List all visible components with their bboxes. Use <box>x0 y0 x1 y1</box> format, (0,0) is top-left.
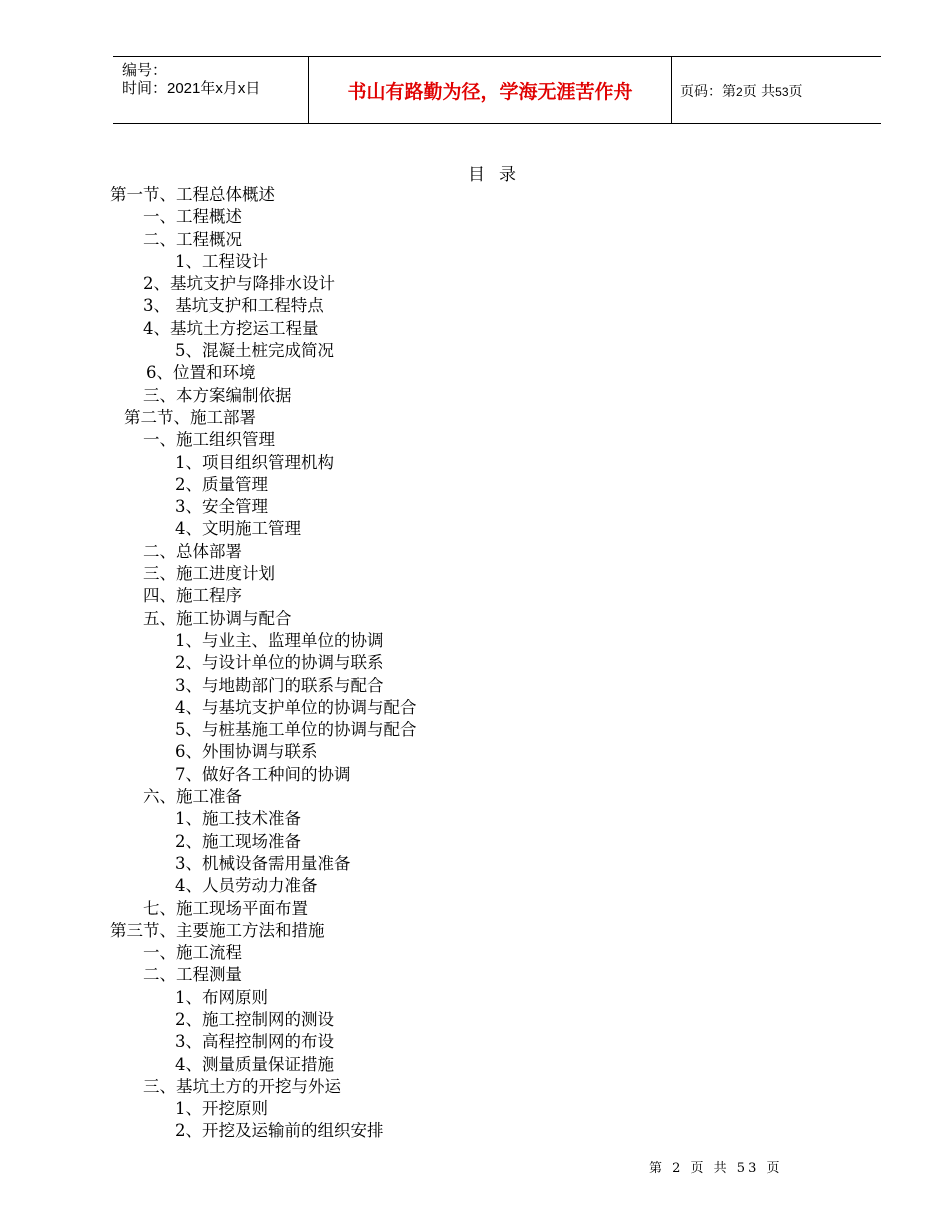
toc-entry-text: 2、质量管理 <box>175 474 268 494</box>
toc-entry <box>0 585 950 607</box>
toc-entry <box>0 1098 950 1120</box>
toc-entry <box>0 429 950 451</box>
toc-entry-text: 五、施工协调与配合 <box>143 608 292 628</box>
toc-entry-text: 1、项目组织管理机构 <box>175 452 334 472</box>
page-code-middle: 页 共 <box>742 84 776 100</box>
toc-entry-text: 第三节、主要施工方法和措施 <box>110 920 325 940</box>
toc-entry-text: 4、基坑土方挖运工程量 <box>143 318 319 338</box>
toc-entry <box>0 407 950 429</box>
toc-entry <box>0 964 950 986</box>
toc-entry <box>0 251 950 273</box>
page-code-current: 2 <box>736 85 743 99</box>
toc-entry-text: 七、施工现场平面布置 <box>143 898 308 918</box>
toc-entry <box>0 675 950 697</box>
time-label: 时间：2021年x月x日 <box>122 80 261 97</box>
toc-entry <box>0 318 950 340</box>
toc-entry <box>0 229 950 251</box>
toc-entry <box>0 719 950 741</box>
toc-entry-text: 1、施工技术准备 <box>175 809 301 829</box>
toc-entry-text: 三、本方案编制依据 <box>143 385 292 405</box>
toc-entry-text: 3、与地勘部门的联系与配合 <box>175 675 384 695</box>
toc-entry-text: 5、与桩基施工单位的协调与配合 <box>175 720 417 740</box>
toc-entry-text: 1、开挖原则 <box>175 1099 268 1119</box>
toc-entry <box>0 563 950 585</box>
toc-entry-text: 一、施工流程 <box>143 943 242 963</box>
header-info-cell <box>113 57 308 123</box>
toc-entry <box>0 786 950 808</box>
header-page-cell <box>671 57 881 123</box>
toc-entry-text: 5、混凝土桩完成简况 <box>175 341 334 361</box>
toc-entry-text: 3、机械设备需用量准备 <box>175 853 351 873</box>
toc-entry-text: 4、人员劳动力准备 <box>175 876 318 896</box>
toc-entry-text: 一、施工组织管理 <box>143 430 275 450</box>
toc-entry-text: 2、基坑支护与降排水设计 <box>143 274 335 294</box>
toc-entry-text: 1、与业主、监理单位的协调 <box>175 630 384 650</box>
toc-entry-text: 2、施工现场准备 <box>175 831 301 851</box>
toc-entry <box>0 295 950 317</box>
toc-entry <box>0 853 950 875</box>
toc-entry-text: 7、做好各工种间的协调 <box>175 764 351 784</box>
page-code-total: 53 <box>775 85 789 99</box>
toc-entry <box>0 808 950 830</box>
toc-entry-text: 3、 基坑支护和工程特点 <box>143 296 324 316</box>
page-header <box>113 56 881 124</box>
toc-entry-text: 4、与基坑支护单位的协调与配合 <box>175 697 417 717</box>
toc-entry <box>0 764 950 786</box>
header-motto-cell <box>308 57 672 123</box>
page-code <box>680 81 803 101</box>
toc-entry <box>0 362 950 384</box>
toc-entry <box>0 518 950 540</box>
toc-entry-text: 3、安全管理 <box>175 497 268 517</box>
toc-entry-text: 2、施工控制网的测设 <box>175 1009 334 1029</box>
toc-entry <box>0 652 950 674</box>
toc-entry-text: 六、施工准备 <box>143 787 242 807</box>
toc-entry <box>0 697 950 719</box>
toc-entry <box>0 452 950 474</box>
page-code-prefix: 页码：第 <box>680 84 736 100</box>
toc-entry <box>0 273 950 295</box>
toc-entry <box>0 831 950 853</box>
toc-entry-text: 第一节、工程总体概述 <box>110 185 275 204</box>
toc-entry <box>0 1031 950 1053</box>
motto-text: 书山有路勤为径，学海无涯苦作舟 <box>347 81 633 103</box>
toc-entry-text: 第二节、施工部署 <box>124 407 256 427</box>
toc-entry <box>0 630 950 652</box>
toc-entry <box>0 1120 950 1142</box>
toc-entry <box>0 608 950 630</box>
toc-entry-text: 4、测量质量保证措施 <box>175 1054 334 1074</box>
toc-entry-text: 6、外围协调与联系 <box>175 742 318 762</box>
toc-entry <box>0 385 950 407</box>
toc-entry <box>0 920 950 942</box>
toc-entry-text: 3、高程控制网的布设 <box>175 1032 334 1052</box>
toc-entry <box>0 474 950 496</box>
toc-entry <box>0 942 950 964</box>
toc-entry <box>0 184 950 206</box>
toc-entry-text: 三、施工进度计划 <box>143 564 275 584</box>
toc-entry-text: 1、工程设计 <box>175 251 268 271</box>
toc-entry <box>0 875 950 897</box>
toc-entry <box>0 541 950 563</box>
page-code-suffix: 页 <box>788 84 803 100</box>
serial-number-label: 编号： <box>122 62 168 79</box>
toc-entry-text: 2、与设计单位的协调与联系 <box>175 653 384 673</box>
toc-entry-text: 四、施工程序 <box>143 586 242 606</box>
toc-entry <box>0 496 950 518</box>
toc-entry-text: 2、开挖及运输前的组织安排 <box>175 1121 384 1141</box>
toc-entry-text: 二、工程测量 <box>143 965 242 985</box>
toc-entry <box>0 1009 950 1031</box>
toc-entry-text: 二、总体部署 <box>143 541 242 561</box>
toc-entry-text: 二、工程概况 <box>143 229 242 249</box>
page-footer: 第 2 页 共 53 页 <box>649 1161 783 1176</box>
toc-entry <box>0 1054 950 1076</box>
toc-entry-text: 1、布网原则 <box>175 987 268 1007</box>
toc-entry <box>0 741 950 763</box>
toc-entry-text: 三、基坑土方的开挖与外运 <box>143 1076 341 1096</box>
toc-entry <box>0 1076 950 1098</box>
toc-entry <box>0 987 950 1009</box>
toc-entry <box>0 206 950 228</box>
toc-entry <box>0 340 950 362</box>
table-of-contents <box>0 184 950 1143</box>
toc-entry-text: 6、位置和环境 <box>146 363 256 383</box>
toc-title: 目录 <box>468 165 530 185</box>
toc-entry <box>0 898 950 920</box>
toc-entry-text: 一、工程概述 <box>143 207 242 227</box>
toc-entry-text: 4、文明施工管理 <box>175 519 301 539</box>
